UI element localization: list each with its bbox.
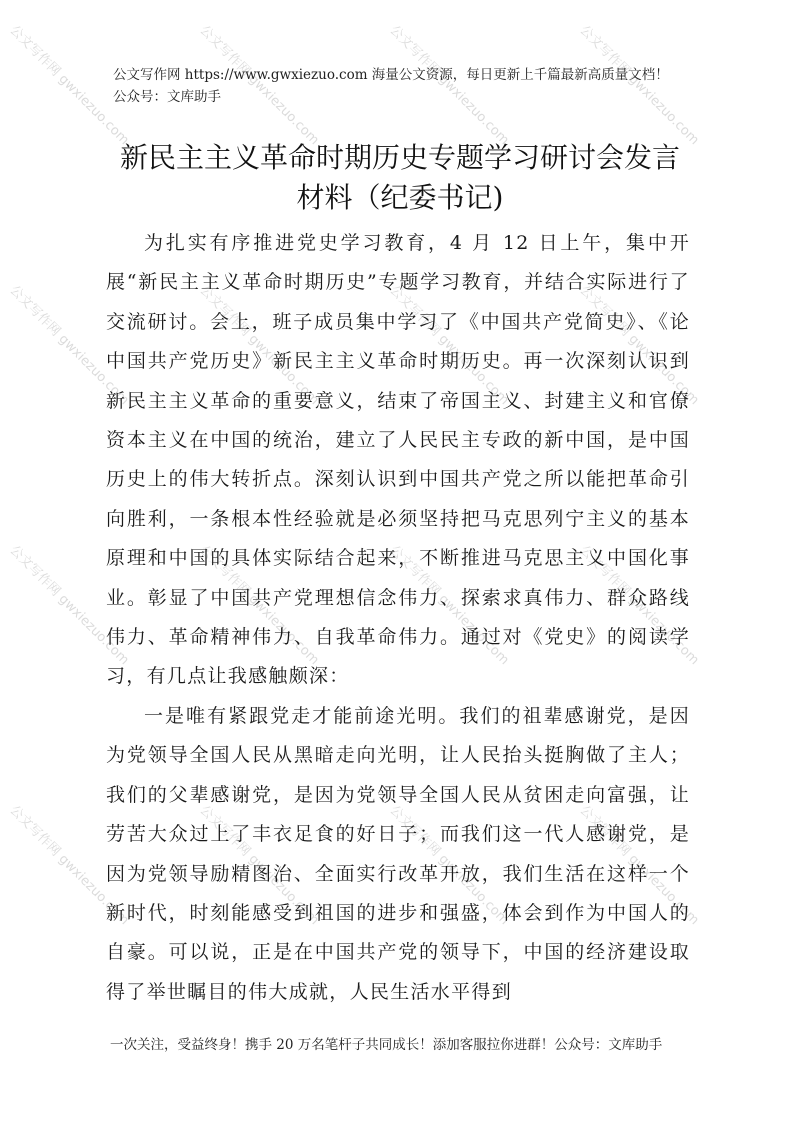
watermark: 公文写作网 gwxiezuo.com — [576, 282, 702, 408]
watermark: 公文写作网 gwxiezuo.com — [386, 282, 512, 408]
watermark: 公文写作网 gwxiezuo.com — [386, 802, 512, 928]
watermark: 公文写作网 gwxiezuo.com — [386, 542, 512, 668]
page-header — [113, 64, 685, 108]
watermark: 公文写作网 gwxiezuo.com — [576, 22, 702, 148]
document-body — [106, 224, 690, 1012]
watermark: 公文写作网 gwxiezuo.com — [6, 22, 132, 148]
watermark: 公文写作网 gwxiezuo.com — [386, 22, 512, 148]
footer-text: 一次关注，受益终身！携手 20 万名笔杆子共同成长！添加客服拉你进群！公众号：文库助手 — [110, 1037, 663, 1053]
header-text: 公文写作网 https://www.gwxiezuo.com 海量公文资源，每日更新上千篇最新高质量文档！ 公众号：文库助手 — [113, 67, 669, 105]
watermark: 公文写作网 gwxiezuo.com — [576, 542, 702, 668]
watermark: 公文写作网 gwxiezuo.com — [6, 282, 132, 408]
watermark: 公文写作网 gwxiezuo.com — [576, 802, 702, 928]
watermark: 公文写作网 gwxiezuo.com — [196, 542, 322, 668]
paragraph: 一是唯有紧跟党走才能前途光明。我们的祖辈感谢党，是因为党领导全国人民从黑暗走向光明，让人民抬头挺胸做了主人；我们的父辈感谢党，是因为党领导全国人民从贫困走向富强，让劳苦大众过上了丰衣足食的好日子；而我们这一代人感谢党，是因为党领导励精图治、全面实行改革开放，我们生活在这样一个新时代，时刻能感受到祖国的进步和强盛，体会到作为中国人的自豪。可以说，正是在中国共产党的领导下，中国的经济建设取得了举世瞩目的伟大成就，人民生活水平得到 — [106, 704, 690, 1003]
title-line-2: 材料（纪委书记) — [296, 181, 504, 214]
watermark: 公文写作网 gwxiezuo.com — [6, 802, 132, 928]
document-title — [100, 138, 700, 218]
watermark: 公文写作网 gwxiezuo.com — [196, 22, 322, 148]
watermark: 公文写作网 gwxiezuo.com — [196, 802, 322, 928]
watermark: 公文写作网 gwxiezuo.com — [196, 282, 322, 408]
page-footer — [110, 1034, 690, 1056]
watermark: 公文写作网 gwxiezuo.com — [6, 542, 132, 668]
paragraph: 为扎实有序推进党史学习教育，4 月 12 日上午，集中开展“新民主主义革命时期历史”专题学习教育，并结合实际进行了交流研讨。会上，班子成员集中学习了《中国共产党简史》、《论中国共产党历史》新民主主义革命时期历史。再一次深刻认识到新民主主义革命的重要意义，结束了帝国主义、封建主义和官僚资本主义在中国的统治，建立了人民民主专政的新中国，是中国历史上的伟大转折点。深刻认识到中国共产党之所以能把革命引向胜利，一条根本性经验就是必须坚持把马克思列宁主义的基本原理和中国的具体实际结合起来，不断推进马克思主义中国化事业。彰显了中国共产党理想信念伟力、探索求真伟力、群众路线伟力、革命精神伟力、自我革命伟力。通过对《党史》的阅读学习，有几点让我感触颇深： — [106, 232, 690, 688]
title-line-1: 新民主主义革命时期历史专题学习研讨会发言 — [119, 141, 680, 174]
